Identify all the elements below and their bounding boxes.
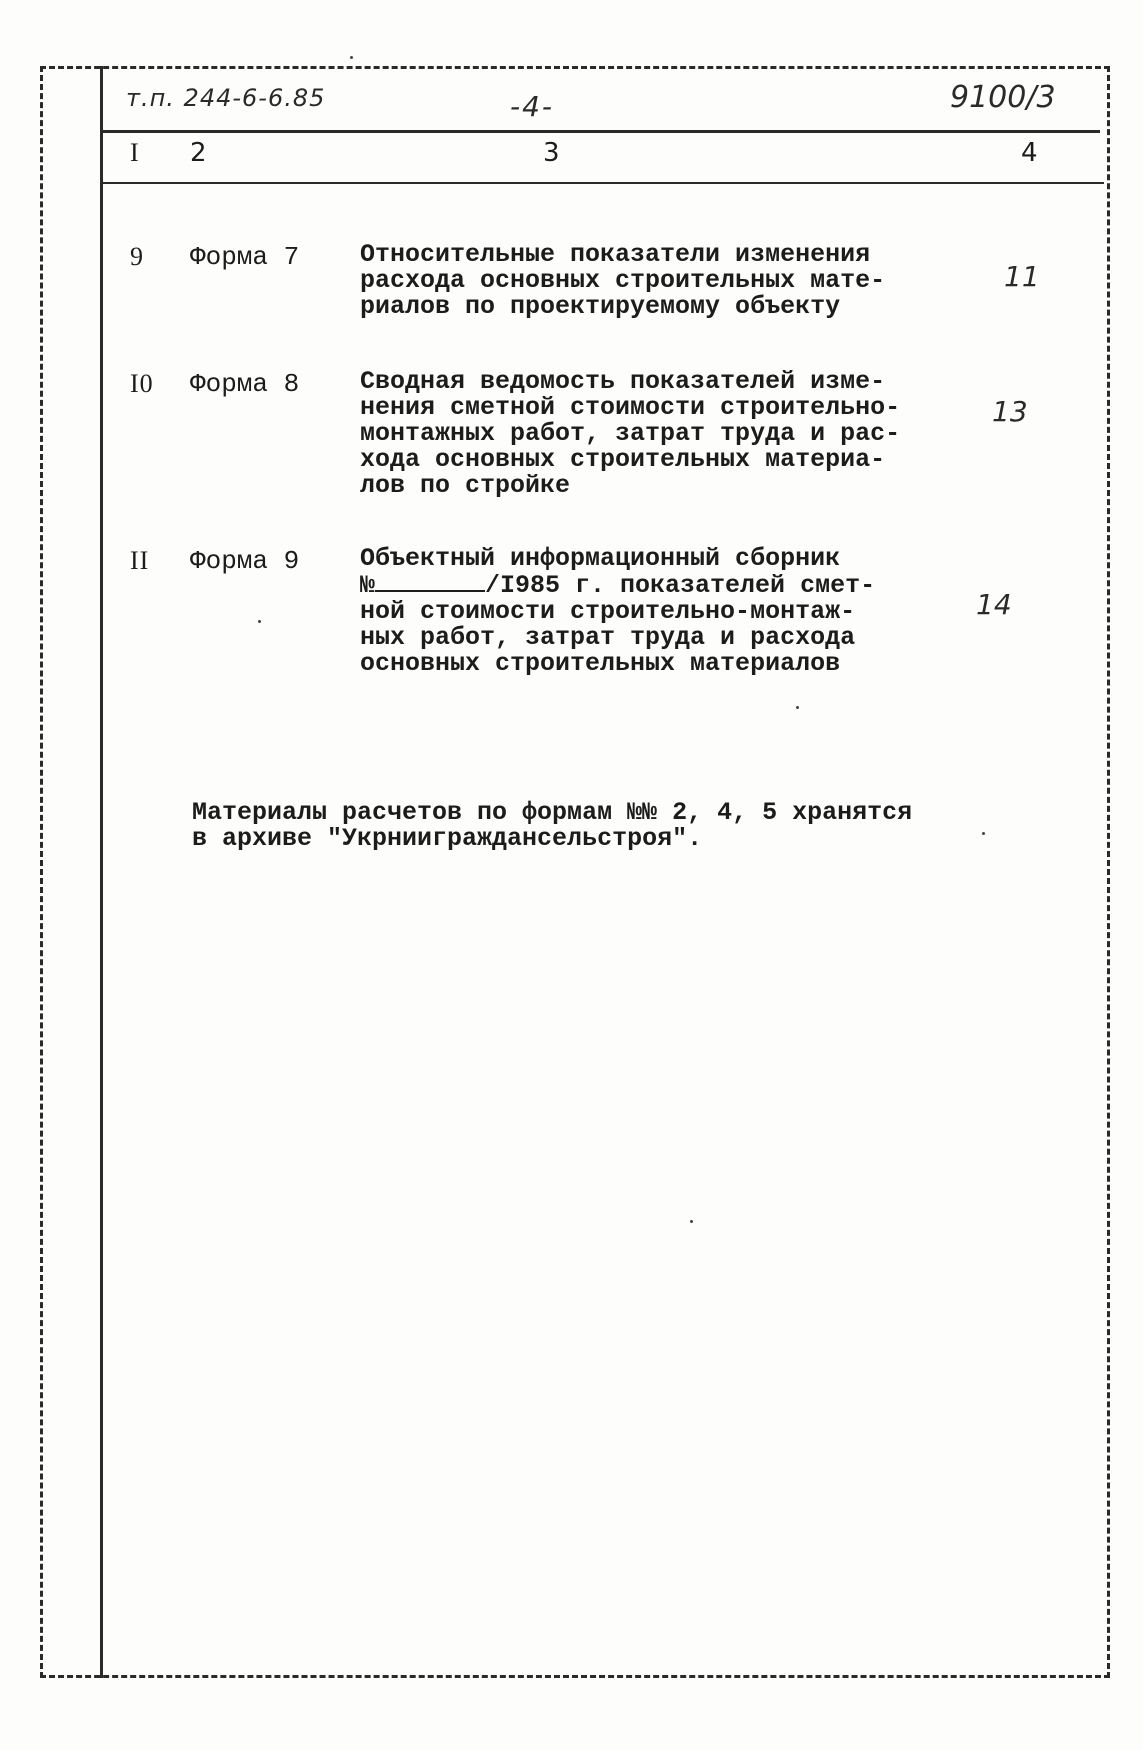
description-line: риалов по проектируемому объекту [360,292,841,321]
row-number: I0 [130,369,154,398]
form-name: Форма 7 [190,242,300,272]
scan-speck [350,56,353,59]
row-description [360,369,920,499]
description-line: основных строительных материалов [360,649,841,678]
note-line: в архиве "Укрнииграждансельстроя". [192,824,703,853]
header-rule [100,130,1100,133]
row-description [360,546,920,677]
note-line: Материалы расчетов по формам №№ 2, 4, 5 хранятся [192,798,913,827]
document-code: т.п. 244-6-6.85 [126,84,326,112]
scan-speck [796,706,799,709]
column-header-rule [100,182,1104,184]
description-line: Объектный информационный сборник [360,544,841,573]
row-number: II [130,546,150,575]
column-header-4: 4 [1021,138,1038,168]
page-number: -4- [510,90,555,123]
scan-speck [690,1220,693,1223]
description-line: лов по стройке [360,471,571,500]
form-name: Форма 8 [190,369,300,399]
description-line: хода основных строительных материа- [360,445,886,474]
page-reference: 13 [992,395,1028,428]
description-line: монтажных работ, затрат труда и рас- [360,419,901,448]
column-header-1: I [130,138,139,167]
description-line [360,572,920,599]
number-sign: № [360,571,376,600]
blank-field-line [375,572,485,592]
form-name: Форма 9 [190,546,300,576]
description-line: Сводная ведомость показателей изме- [360,367,886,396]
description-line: Относительные показатели изменения [360,240,871,269]
column-header-3: 3 [543,138,560,168]
binding-margin-line [100,66,103,1678]
scan-speck [258,620,261,623]
row-description [360,242,920,320]
scan-speck [982,832,985,835]
archive-note [192,800,912,852]
description-line: расхода основных строительных мате- [360,266,886,295]
description-line-text: /I985 г. показателей смет- [485,571,876,600]
description-line: ных работ, затрат труда и расхода [360,623,856,652]
description-line: нения сметной стоимости строительно- [360,393,901,422]
sheet-code: 9100/3 [950,80,1056,115]
description-line: ной стоимости строительно-монтаж- [360,597,856,626]
page-reference: 11 [1004,260,1040,293]
column-header-2: 2 [190,138,207,168]
page-reference: 14 [976,588,1012,621]
row-number: 9 [130,242,144,271]
